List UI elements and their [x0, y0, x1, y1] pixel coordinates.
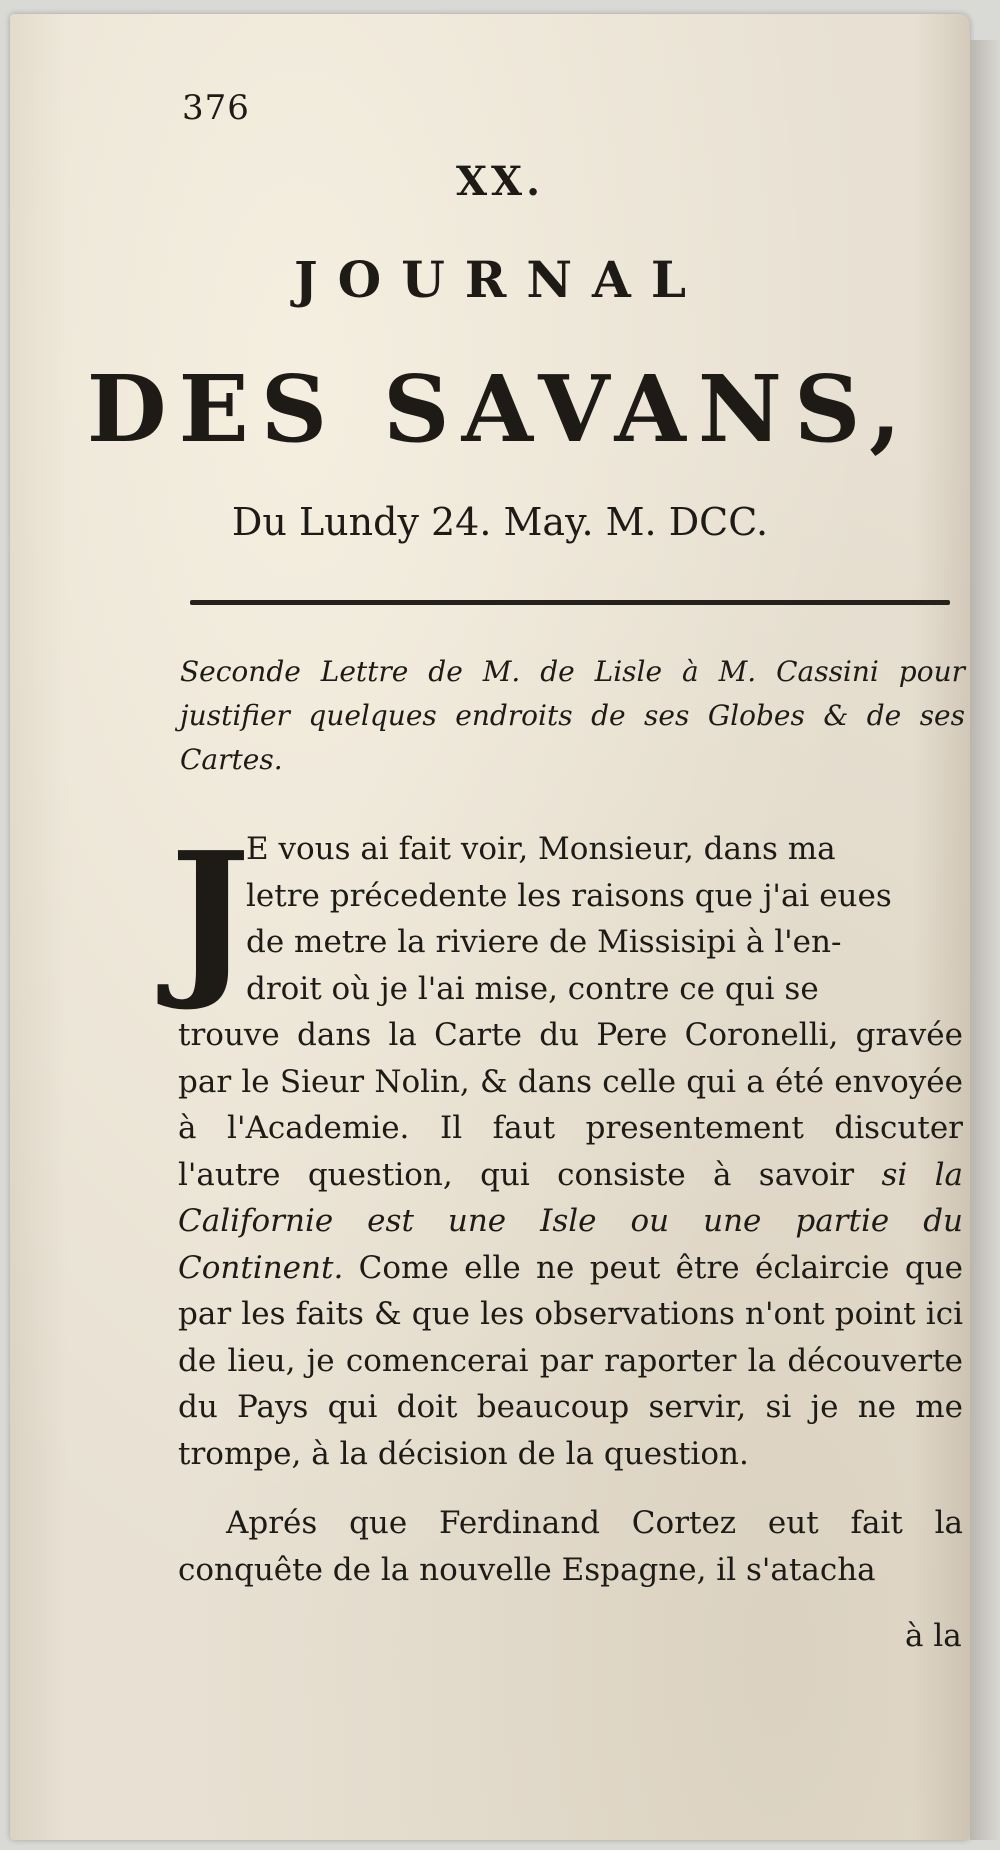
page-number: 376 — [182, 88, 250, 128]
paragraph-line: de metre la riviere de Missisipi à l'en- — [246, 924, 842, 960]
paragraph-line: letre précedente les raisons que j'ai eues — [246, 877, 892, 914]
article-heading: Seconde Lettre de M. de Lisle à M. Cassini pour justifier quelques endroits de ses Globes & de ses Cartes. — [180, 655, 965, 776]
issue-date: Du Lundy 24. May. M. DCC. — [231, 500, 769, 544]
catchword: à la — [905, 1618, 962, 1654]
drop-cap: J — [170, 815, 251, 1015]
paragraph-1 — [178, 826, 963, 1477]
paragraph-line: droit où je l'ai mise, contre ce qui se — [246, 970, 819, 1007]
paragraph-italic: si la Californie est une Isle ou une partie du Continent. — [178, 1156, 963, 1286]
paragraph-text: Come elle ne peut être éclaircie que par les faits & que les observations n'ont point ici de lieu, je comencerai par raporter la découverte du Pays qui doit beaucoup servir, si je ne me trompe, à la décision de la question. — [178, 1249, 963, 1472]
masthead-journal: JOURNAL — [293, 250, 707, 309]
paragraph-2: Aprés que Ferdinand Cortez eut fait la conquête de la nouvelle Espagne, il s'atacha — [178, 1505, 963, 1588]
paragraph-line: E vous ai fait voir, Monsieur, dans ma — [246, 831, 836, 867]
masthead-title: DES SAVANS, — [86, 355, 914, 463]
section-number: XX. — [456, 158, 544, 205]
page-edge — [970, 40, 1000, 1840]
divider-rule — [190, 600, 950, 605]
paragraph-text: trouve dans la Carte du Pere Coronelli, gravée par le Sieur Nolin, & dans celle qui a été envoyée à l'Academie. Il faut presentement discuter l'autre question, qui consiste à savoir — [178, 1017, 963, 1193]
